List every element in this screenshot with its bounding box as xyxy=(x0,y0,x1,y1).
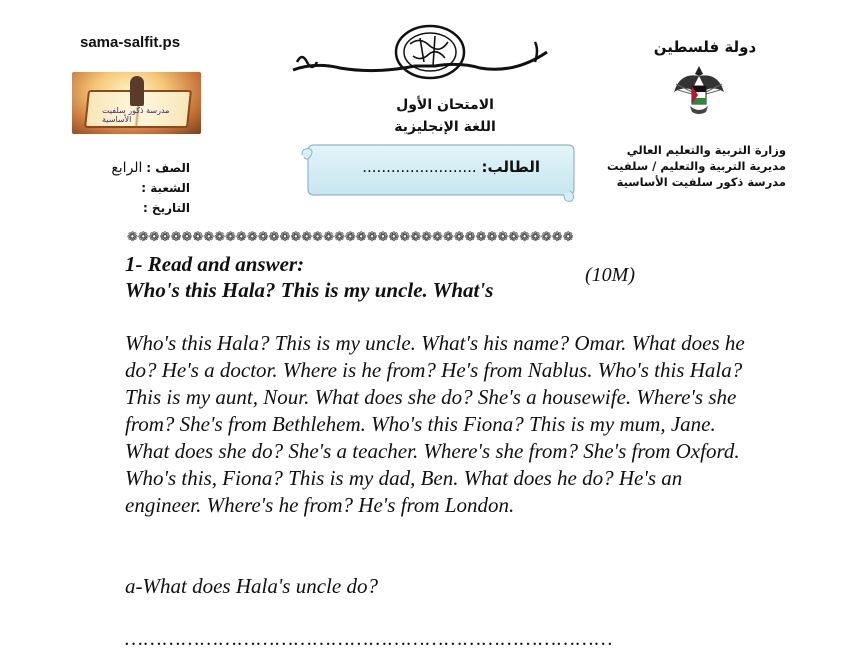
question-title: 1- Read and answer: xyxy=(125,252,305,276)
section-row xyxy=(80,178,190,198)
question-marks: (10M) xyxy=(585,264,635,286)
reading-passage: Who's this Hala? This is my uncle. What's his name? Omar. What does he do? He's a doctor. Where is he from? He's from Nablus. Who's this Hala? This is my aunt, Nour. What does she do? She's a housewife. Where's she from? She's from Bethlehem. Who's this Fiona? This is my mum, Jane. What does she do? She's a teacher. Where's she from? She's from Oxford. Who's this, Fiona? This is my dad, Ben. What does he do? He's an engineer. Where's he from? He's from London. xyxy=(125,331,745,517)
exam-title: الامتحان الأول xyxy=(396,97,494,113)
date-row xyxy=(80,198,190,218)
question-subtitle: Who's this Hala? This is my uncle. What's xyxy=(125,278,494,302)
country-name: دولة فلسطين xyxy=(653,38,757,56)
student-label: الطالب: xyxy=(481,158,540,176)
question-a: a-What does Hala's uncle do? xyxy=(125,574,378,598)
school-logo-image xyxy=(72,72,201,134)
date-label: التاريخ : xyxy=(142,201,190,215)
grade-row xyxy=(80,158,190,178)
palestine-eagle-emblem-icon xyxy=(670,62,728,118)
school-line: مدرسة ذكور سلفيت الأساسية xyxy=(616,175,786,189)
student-name-field[interactable] xyxy=(330,158,540,176)
star-divider: ❁❁❁❁❁❁❁❁❁❁❁❁❁❁❁❁❁❁❁❁❁❁❁❁❁❁❁❁❁❁❁❁❁❁❁❁❁❁❁❁❁ xyxy=(127,230,574,245)
section-label: الشعبة : xyxy=(141,181,190,195)
ministry-block xyxy=(596,142,786,190)
site-name: sama-salfit.ps xyxy=(80,34,181,51)
grade-value: الرابع xyxy=(111,160,143,176)
subject-title: اللغة الإنجليزية xyxy=(394,119,496,135)
grade-label: الصف : xyxy=(146,161,190,175)
ministry-line: وزارة التربية والتعليم العالي xyxy=(626,143,786,157)
basmala-calligraphy-icon xyxy=(285,22,565,87)
class-info-block xyxy=(80,158,190,218)
answer-line[interactable]: …………………………………………………………………… xyxy=(125,628,614,650)
logo-caption: مدرسة ذكور سلفيت الأساسية xyxy=(102,106,170,124)
student-dots: ........................ xyxy=(362,158,477,176)
directorate-line: مديرية التربية والتعليم / سلفيت xyxy=(607,159,786,173)
figure-silhouette xyxy=(130,76,144,106)
